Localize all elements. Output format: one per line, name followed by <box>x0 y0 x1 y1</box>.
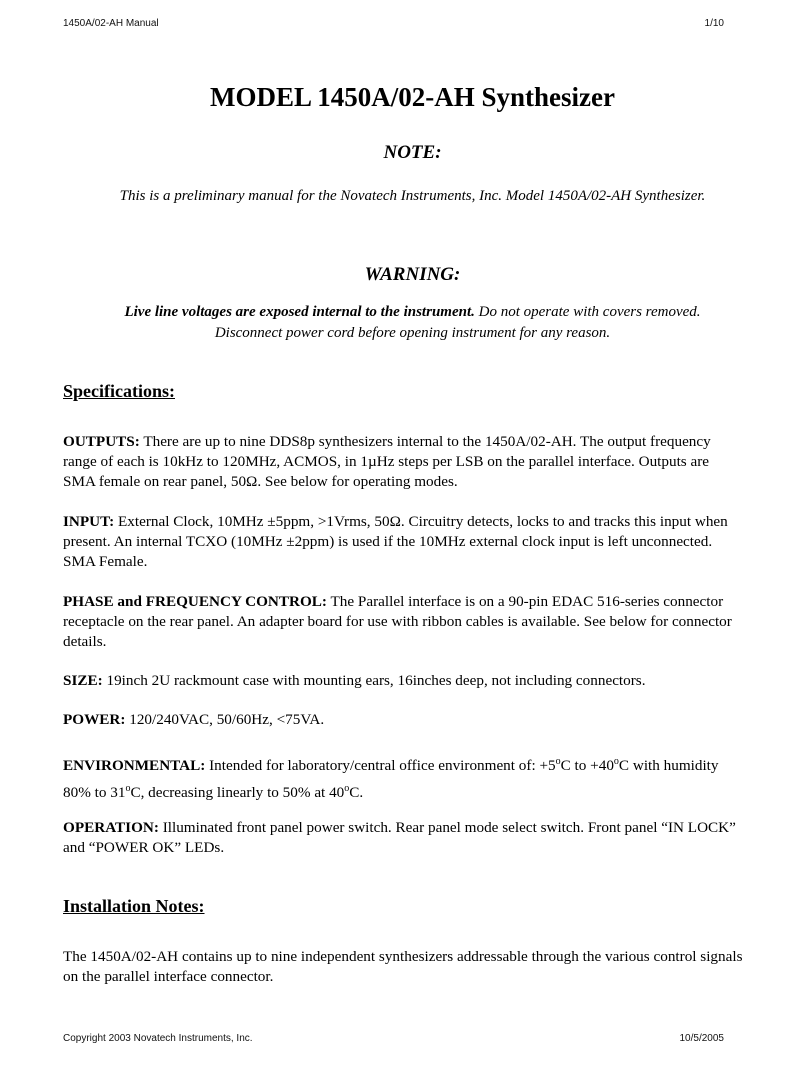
warning-rest: Do not operate with covers removed. Disconnect power cord before opening instrument for any reason. <box>214 304 701 341</box>
installation-text: The 1450A/02-AH contains up to nine independent synthesizers addressable through the various control signals on the parallel interface connector. <box>63 948 743 985</box>
header-page-number: 1/10 <box>704 18 724 29</box>
note-heading: NOTE: <box>383 142 442 163</box>
installation-heading: Installation Notes: <box>63 896 205 916</box>
spec-env-t1: Intended for laboratory/central office environment of: +5 <box>205 757 556 774</box>
degree-sign: o <box>555 755 561 767</box>
document-title: MODEL 1450A/02-AH Synthesizer <box>210 82 615 112</box>
spec-operation-text: Illuminated front panel power switch. Rear panel mode select switch. Front panel “IN LOCK” and “POWER OK” LEDs. <box>63 819 736 856</box>
spec-env-label: ENVIRONMENTAL: <box>63 757 206 774</box>
spec-input-text: External Clock, 10MHz ±5ppm, >1Vrms, 50Ω. Circuitry detects, locks to and tracks this input when present. An internal TCXO (10MHz ±2ppm) is used if the 10MHz external clock input is left unconnected. SMA Female. <box>63 513 728 570</box>
warning-bold: Live line voltages are exposed internal to the instrument. <box>124 304 475 320</box>
spec-power-label: POWER: <box>63 711 126 728</box>
degree-sign: o <box>344 782 350 794</box>
spec-input <box>63 512 743 572</box>
header-doc-name: 1450A/02-AH Manual <box>63 18 159 29</box>
spec-input-label: INPUT: <box>63 513 115 530</box>
footer-date: 10/5/2005 <box>679 1033 724 1044</box>
page-footer <box>63 1033 724 1044</box>
spec-phase-label: PHASE and FREQUENCY CONTROL: <box>63 593 327 610</box>
warning-text <box>100 302 725 344</box>
spec-power <box>63 710 743 730</box>
spec-env-t3: C with humidity 80% to 31 <box>63 757 719 801</box>
spec-size-text: 19inch 2U rackmount case with mounting ears, 16inches deep, not including connectors. <box>102 672 646 689</box>
spec-power-text: 120/240VAC, 50/60Hz, <75VA. <box>125 711 325 728</box>
degree-sign: o <box>613 755 619 767</box>
spec-outputs <box>63 432 743 492</box>
spec-outputs-text: There are up to nine DDS8p synthesizers internal to the 1450A/02-AH. The output frequency range of each is 10kHz to 120MHz, ACMOS, in 1µHz steps per LSB on the parallel interface. Outputs are SMA female on rear panel, 50Ω. See below for operating modes. <box>63 433 711 490</box>
spec-operation <box>63 818 743 858</box>
spec-operation-label: OPERATION: <box>63 819 159 836</box>
spec-environmental <box>63 752 743 806</box>
warning-heading: WARNING: <box>364 264 461 285</box>
specifications-heading: Specifications: <box>63 381 175 401</box>
spec-outputs-label: OUTPUTS: <box>63 433 140 450</box>
spec-phase-frequency <box>63 592 743 652</box>
spec-env-t5: C. <box>349 784 364 801</box>
spec-size-label: SIZE: <box>63 672 103 689</box>
spec-env-t2: C to +40 <box>560 757 614 774</box>
degree-sign: o <box>125 782 131 794</box>
spec-env-t4: C, decreasing linearly to 50% at 40 <box>130 784 345 801</box>
note-text: This is a preliminary manual for the Novatech Instruments, Inc. Model 1450A/02-AH Synthesizer. <box>119 188 706 204</box>
spec-size <box>63 671 743 691</box>
page-header <box>63 18 724 29</box>
spec-phase-text: The Parallel interface is on a 90-pin EDAC 516-series connector receptacle on the rear panel. An adapter board for use with ribbon cables is available. See below for connector details. <box>63 593 732 650</box>
footer-copyright: Copyright 2003 Novatech Instruments, Inc. <box>63 1033 253 1044</box>
